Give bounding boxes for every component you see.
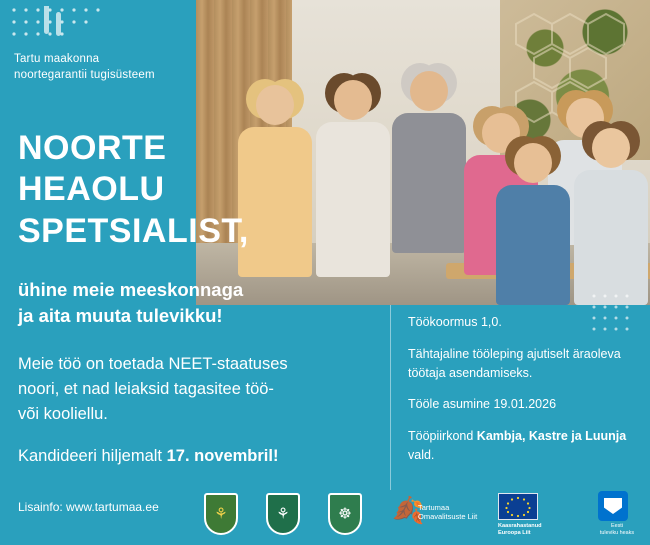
eu-line-2: Euroopa Liit: [498, 530, 531, 537]
tol-logo-text: [418, 503, 477, 522]
european-union-logo: [498, 491, 586, 537]
crest-glyph: ⚘: [276, 505, 290, 523]
tol-line-2: Omavalitsuste Liit: [418, 512, 478, 522]
headline-line-3: SPETSIALIST,: [18, 211, 249, 250]
estonia-caption: [594, 523, 640, 537]
detail-contract: Tähtajaline tööleping ajutiselt äraoleva töötaja asendamiseks.: [408, 346, 621, 380]
brand-name: [14, 52, 194, 83]
body-text: [18, 352, 378, 427]
brand-line-1: Tartu maakonna: [14, 53, 100, 65]
detail-workload: Töökoormus 1,0.: [408, 315, 502, 329]
kastre-coat-of-arms: [266, 493, 300, 535]
work-area-prefix: Tööpiirkond: [408, 429, 477, 443]
deadline-date: 17. novembril!: [166, 447, 279, 465]
detail-start-date: Tööle asumine 19.01.2026: [408, 397, 557, 412]
work-area-municipalities: Kambja, Kastre ja Luunja: [476, 429, 627, 443]
detail-work-area: [408, 427, 634, 465]
subheading-line-2: ja aita muuta tulevikku!: [18, 305, 223, 327]
estonia-line-1: Eesti: [611, 523, 623, 529]
leaf-icon: 🍂: [392, 495, 425, 525]
dot-grid-icon: [10, 6, 102, 46]
crest-glyph: ⚘: [214, 505, 228, 523]
team-member: [496, 143, 570, 305]
brand-line-2: noortegarantii tugisüsteem: [14, 68, 155, 81]
eu-line-1: Kaasrahastanud: [498, 523, 542, 529]
deadline-prefix: Kandideeri hiljemalt: [18, 447, 167, 465]
body-line-2: noori, et nad leiaksid tagasitee töö-: [18, 380, 274, 399]
page-title: [18, 128, 358, 252]
info-website[interactable]: Lisainfo: www.tartumaa.ee: [18, 500, 159, 514]
eu-stars-icon: [498, 493, 538, 520]
kambja-coat-of-arms: [204, 493, 238, 535]
estonia-line-2: tuleviku heaks: [599, 530, 635, 537]
application-deadline: [18, 447, 388, 466]
job-details: [408, 313, 634, 478]
tartumaa-omavalitsuste-liit-logo: [392, 491, 484, 537]
headline-line-1: NOORTE: [18, 129, 167, 167]
team-member: [392, 71, 466, 253]
body-line-3: või kooliellu.: [18, 405, 108, 424]
tol-line-1: Tartumaa: [418, 503, 450, 512]
vertical-divider: [390, 305, 391, 490]
subheading: [18, 277, 378, 330]
team-member: [574, 128, 648, 305]
work-area-suffix: vald.: [408, 447, 435, 462]
eesti-tuleviku-heaks-logo: [594, 491, 640, 537]
crest-glyph: ☸: [338, 505, 352, 523]
partner-logo-strip: [0, 483, 650, 545]
body-line-1: Meie töö on toetada NEET-staatuses: [18, 355, 288, 373]
luunja-coat-of-arms: [328, 493, 362, 535]
estonia-emblem-icon: [598, 491, 628, 521]
eu-caption: [498, 523, 586, 538]
subheading-line-1: ühine meie meeskonnaga: [18, 279, 244, 300]
headline-line-2: HEAOLU: [18, 170, 165, 209]
